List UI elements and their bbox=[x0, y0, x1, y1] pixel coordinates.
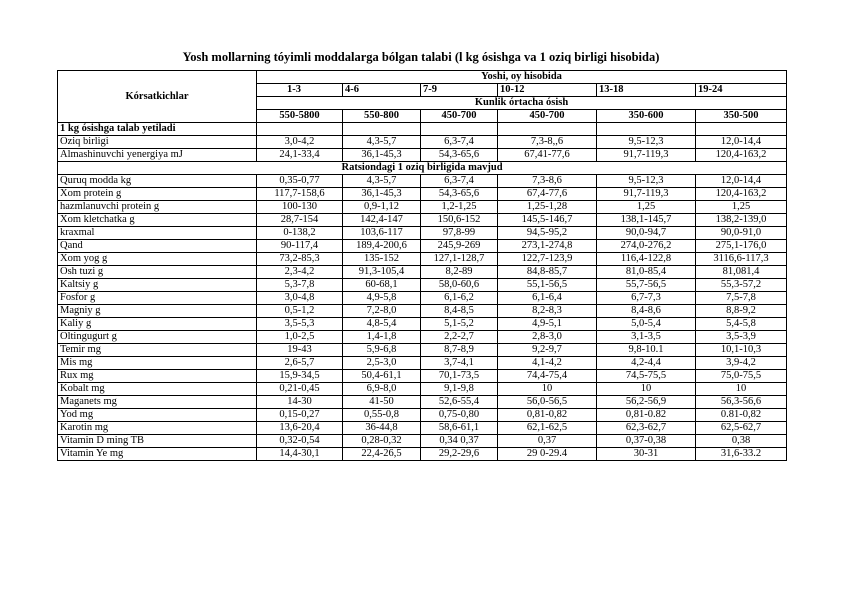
value-cell: 0,38 bbox=[696, 435, 787, 448]
value-cell: 0.81-0,82 bbox=[696, 409, 787, 422]
value-cell: 5,9-6,8 bbox=[343, 344, 421, 357]
value-cell: 189,4-200,6 bbox=[343, 240, 421, 253]
age-cell: 4-6 bbox=[343, 84, 421, 97]
value-cell: 4,3-5,7 bbox=[343, 175, 421, 188]
section1-title: 1 kg ósishga talab yetiladi bbox=[58, 123, 257, 136]
table-row bbox=[58, 331, 787, 344]
nutrient-requirements-table bbox=[57, 70, 787, 461]
value-cell: 10 bbox=[696, 383, 787, 396]
value-cell: 70,1-73,5 bbox=[421, 370, 498, 383]
table-row bbox=[58, 383, 787, 396]
value-cell: 62,3-62,7 bbox=[597, 422, 696, 435]
value-cell: 12,0-14,4 bbox=[696, 136, 787, 149]
gain-cell: 450-700 bbox=[421, 110, 498, 123]
value-cell: 0,32-0,54 bbox=[257, 435, 343, 448]
row-label: hazmlanuvchi protein g bbox=[58, 201, 257, 214]
value-cell: 2,2-2,7 bbox=[421, 331, 498, 344]
value-cell: 138,2-139,0 bbox=[696, 214, 787, 227]
value-cell: 142,4-147 bbox=[343, 214, 421, 227]
page-title: Yosh mollarning tóyimli moddalarga bólgan talabi (l kg ósishga va 1 oziq birligi hisobida) bbox=[182, 50, 660, 64]
row-label: Oltingugurt g bbox=[58, 331, 257, 344]
row-label: kraxmal bbox=[58, 227, 257, 240]
value-cell: 0,28-0,32 bbox=[343, 435, 421, 448]
section2-title: Ratsiondagi 1 oziq birligida mavjud bbox=[58, 162, 787, 175]
value-cell: 7,3-8,,6 bbox=[498, 136, 597, 149]
value-cell: 6,1-6,4 bbox=[498, 292, 597, 305]
value-cell: 36-44,8 bbox=[343, 422, 421, 435]
header-row-age bbox=[58, 71, 787, 84]
value-cell: 0,21-0,45 bbox=[257, 383, 343, 396]
value-cell: 15,9-34,5 bbox=[257, 370, 343, 383]
value-cell: 275,1-176,0 bbox=[696, 240, 787, 253]
value-cell: 0,15-0,27 bbox=[257, 409, 343, 422]
value-cell: 9,5-12,3 bbox=[597, 136, 696, 149]
value-cell: 4,8-5,4 bbox=[343, 318, 421, 331]
value-cell: 29,2-29,6 bbox=[421, 448, 498, 461]
value-cell: 138,1-145,7 bbox=[597, 214, 696, 227]
value-cell: 91,7-119,3 bbox=[597, 188, 696, 201]
value-cell: 117,7-158,6 bbox=[257, 188, 343, 201]
row-label: Vitamin D ming TB bbox=[58, 435, 257, 448]
value-cell: 8,4-8,5 bbox=[421, 305, 498, 318]
value-cell: 1,25 bbox=[597, 201, 696, 214]
table-row bbox=[58, 279, 787, 292]
value-cell: 60-68,1 bbox=[343, 279, 421, 292]
value-cell: 2,5-3,0 bbox=[343, 357, 421, 370]
value-cell: 56,2-56,9 bbox=[597, 396, 696, 409]
value-cell: 3,0-4,2 bbox=[257, 136, 343, 149]
value-cell: 2,3-4,2 bbox=[257, 266, 343, 279]
value-cell: 36,1-45,3 bbox=[343, 188, 421, 201]
table-row bbox=[58, 448, 787, 461]
table-row bbox=[58, 214, 787, 227]
value-cell: 3,0-4,8 bbox=[257, 292, 343, 305]
value-cell: 62,5-62,7 bbox=[696, 422, 787, 435]
value-cell: 9,5-12,3 bbox=[597, 175, 696, 188]
age-group-header: Yoshi, oy hisobida bbox=[257, 71, 787, 84]
value-cell: 116,4-122,8 bbox=[597, 253, 696, 266]
value-cell: 24,1-33,4 bbox=[257, 149, 343, 162]
value-cell: 56,3-56,6 bbox=[696, 396, 787, 409]
value-cell: 1,4-1,8 bbox=[343, 331, 421, 344]
value-cell: 0,37-0,38 bbox=[597, 435, 696, 448]
value-cell: 6,3-7,4 bbox=[421, 136, 498, 149]
table-row bbox=[58, 136, 787, 149]
row-label: Xom kletchatka g bbox=[58, 214, 257, 227]
row-label: Yod mg bbox=[58, 409, 257, 422]
value-cell: 8,2-89 bbox=[421, 266, 498, 279]
row-label: Oziq birligi bbox=[58, 136, 257, 149]
value-cell: 10 bbox=[597, 383, 696, 396]
row-label: Mis mg bbox=[58, 357, 257, 370]
value-cell: 3,9-4,2 bbox=[696, 357, 787, 370]
value-cell: 2,8-3,0 bbox=[498, 331, 597, 344]
value-cell: 6,9-8,0 bbox=[343, 383, 421, 396]
table-row bbox=[58, 227, 787, 240]
value-cell: 0,37 bbox=[498, 435, 597, 448]
value-cell: 74,5-75,5 bbox=[597, 370, 696, 383]
value-cell: 58,0-60,6 bbox=[421, 279, 498, 292]
table-row bbox=[58, 266, 787, 279]
value-cell: 73,2-85,3 bbox=[257, 253, 343, 266]
value-cell: 3,5-3,9 bbox=[696, 331, 787, 344]
daily-gain-header: Kunlik órtacha ósish bbox=[257, 97, 787, 110]
value-cell: 74,4-75,4 bbox=[498, 370, 597, 383]
value-cell: 0-138,2 bbox=[257, 227, 343, 240]
value-cell: 90-117,4 bbox=[257, 240, 343, 253]
value-cell: 14-30 bbox=[257, 396, 343, 409]
value-cell: 9,1-9,8 bbox=[421, 383, 498, 396]
row-label: Vitamin Ye mg bbox=[58, 448, 257, 461]
row-label: Kaltsiy g bbox=[58, 279, 257, 292]
value-cell: 5,1-5,2 bbox=[421, 318, 498, 331]
row-label: Almashinuvchi yenergiya mJ bbox=[58, 149, 257, 162]
value-cell: 7,5-7,8 bbox=[696, 292, 787, 305]
value-cell: 10,1-10,3 bbox=[696, 344, 787, 357]
age-cell: 10-12 bbox=[498, 84, 597, 97]
value-cell: 54,3-65,6 bbox=[421, 188, 498, 201]
value-cell: 54,3-65,6 bbox=[421, 149, 498, 162]
value-cell: 127,1-128,7 bbox=[421, 253, 498, 266]
value-cell: 2,6-5,7 bbox=[257, 357, 343, 370]
table-row bbox=[58, 305, 787, 318]
value-cell: 41-50 bbox=[343, 396, 421, 409]
value-cell: 30-31 bbox=[597, 448, 696, 461]
value-cell: 0,81-0.82 bbox=[597, 409, 696, 422]
row-label: Maganets mg bbox=[58, 396, 257, 409]
value-cell: 81,081,4 bbox=[696, 266, 787, 279]
value-cell: 274,0-276,2 bbox=[597, 240, 696, 253]
value-cell: 4,9-5,1 bbox=[498, 318, 597, 331]
row-label: Qand bbox=[58, 240, 257, 253]
gain-cell: 450-700 bbox=[498, 110, 597, 123]
value-cell: 3,7-4,1 bbox=[421, 357, 498, 370]
value-cell: 28,7-154 bbox=[257, 214, 343, 227]
value-cell: 6,7-7,3 bbox=[597, 292, 696, 305]
value-cell: 75,0-75,5 bbox=[696, 370, 787, 383]
value-cell: 55,3-57,2 bbox=[696, 279, 787, 292]
table-row bbox=[58, 357, 787, 370]
value-cell: 135-152 bbox=[343, 253, 421, 266]
indicator-header: Kórsatkichlar bbox=[58, 71, 257, 123]
value-cell: 7,2-8,0 bbox=[343, 305, 421, 318]
table-row bbox=[58, 253, 787, 266]
row-label: Temir mg bbox=[58, 344, 257, 357]
value-cell: 31,6-33.2 bbox=[696, 448, 787, 461]
table-row bbox=[58, 318, 787, 331]
value-cell: 22,4-26,5 bbox=[343, 448, 421, 461]
row-label: Osh tuzi g bbox=[58, 266, 257, 279]
value-cell: 55,1-56,5 bbox=[498, 279, 597, 292]
value-cell: 52,6-55,4 bbox=[421, 396, 498, 409]
value-cell: 4,1-4,2 bbox=[498, 357, 597, 370]
table-row bbox=[58, 396, 787, 409]
age-cell: 7-9 bbox=[421, 84, 498, 97]
age-cell: 13-18 bbox=[597, 84, 696, 97]
value-cell: 9,2-9,7 bbox=[498, 344, 597, 357]
value-cell: 3116,6-117,3 bbox=[696, 253, 787, 266]
value-cell: 100-130 bbox=[257, 201, 343, 214]
value-cell: 14,4-30,1 bbox=[257, 448, 343, 461]
value-cell: 3,1-3,5 bbox=[597, 331, 696, 344]
value-cell: 4,9-5,8 bbox=[343, 292, 421, 305]
value-cell: 55,7-56,5 bbox=[597, 279, 696, 292]
table-row bbox=[58, 344, 787, 357]
value-cell: 0,35-0,77 bbox=[257, 175, 343, 188]
value-cell: 19-43 bbox=[257, 344, 343, 357]
table-row bbox=[58, 188, 787, 201]
value-cell: 12,0-14,4 bbox=[696, 175, 787, 188]
value-cell: 8,2-8,3 bbox=[498, 305, 597, 318]
value-cell: 1,0-2,5 bbox=[257, 331, 343, 344]
section1-title-row bbox=[58, 123, 787, 136]
value-cell: 36,1-45,3 bbox=[343, 149, 421, 162]
value-cell: 4,3-5,7 bbox=[343, 136, 421, 149]
row-label: Fosfor g bbox=[58, 292, 257, 305]
section2-title-row bbox=[58, 162, 787, 175]
value-cell: 5,4-5,8 bbox=[696, 318, 787, 331]
value-cell: 7,3-8,6 bbox=[498, 175, 597, 188]
value-cell: 13,6-20,4 bbox=[257, 422, 343, 435]
value-cell: 1,2-1,25 bbox=[421, 201, 498, 214]
table-row bbox=[58, 149, 787, 162]
value-cell: 94,5-95,2 bbox=[498, 227, 597, 240]
value-cell: 0,81-0,82 bbox=[498, 409, 597, 422]
table-row bbox=[58, 201, 787, 214]
row-label: Kaliy g bbox=[58, 318, 257, 331]
value-cell: 0,9-1,12 bbox=[343, 201, 421, 214]
value-cell: 81,0-85,4 bbox=[597, 266, 696, 279]
row-label: Quruq modda kg bbox=[58, 175, 257, 188]
row-label: Karotin mg bbox=[58, 422, 257, 435]
gain-cell: 550-5800 bbox=[257, 110, 343, 123]
value-cell: 58,6-61,1 bbox=[421, 422, 498, 435]
value-cell: 145,5-146,7 bbox=[498, 214, 597, 227]
value-cell: 122,7-123,9 bbox=[498, 253, 597, 266]
value-cell: 56,0-56,5 bbox=[498, 396, 597, 409]
value-cell: 1,25 bbox=[696, 201, 787, 214]
table-row bbox=[58, 409, 787, 422]
value-cell: 6,3-7,4 bbox=[421, 175, 498, 188]
value-cell: 84,8-85,7 bbox=[498, 266, 597, 279]
value-cell: 91,7-119,3 bbox=[597, 149, 696, 162]
value-cell: 0,75-0,80 bbox=[421, 409, 498, 422]
table-row bbox=[58, 370, 787, 383]
value-cell: 6,1-6,2 bbox=[421, 292, 498, 305]
value-cell: 97,8-99 bbox=[421, 227, 498, 240]
value-cell: 90,0-91,0 bbox=[696, 227, 787, 240]
value-cell: 0,34 0,37 bbox=[421, 435, 498, 448]
value-cell: 5,0-5,4 bbox=[597, 318, 696, 331]
value-cell: 50,4-61,1 bbox=[343, 370, 421, 383]
value-cell: 3,5-5,3 bbox=[257, 318, 343, 331]
gain-cell: 350-500 bbox=[696, 110, 787, 123]
value-cell: 4,2-4,4 bbox=[597, 357, 696, 370]
row-label: Xom yog g bbox=[58, 253, 257, 266]
value-cell: 67,4-77,6 bbox=[498, 188, 597, 201]
value-cell: 1,25-1,28 bbox=[498, 201, 597, 214]
table-row bbox=[58, 175, 787, 188]
value-cell: 91,3-105,4 bbox=[343, 266, 421, 279]
table-row bbox=[58, 292, 787, 305]
age-cell: 19-24 bbox=[696, 84, 787, 97]
row-label: Xom protein g bbox=[58, 188, 257, 201]
gain-cell: 350-600 bbox=[597, 110, 696, 123]
value-cell: 120,4-163,2 bbox=[696, 149, 787, 162]
value-cell: 90,0-94,7 bbox=[597, 227, 696, 240]
value-cell: 29 0-29.4 bbox=[498, 448, 597, 461]
gain-cell: 550-800 bbox=[343, 110, 421, 123]
value-cell: 8,4-8,6 bbox=[597, 305, 696, 318]
value-cell: 0,5-1,2 bbox=[257, 305, 343, 318]
value-cell: 273,1-274,8 bbox=[498, 240, 597, 253]
value-cell: 245,9-269 bbox=[421, 240, 498, 253]
value-cell: 8,8-9,2 bbox=[696, 305, 787, 318]
value-cell: 0,55-0,8 bbox=[343, 409, 421, 422]
value-cell: 5,3-7,8 bbox=[257, 279, 343, 292]
value-cell: 9,8-10.1 bbox=[597, 344, 696, 357]
value-cell: 8,7-8,9 bbox=[421, 344, 498, 357]
table-row bbox=[58, 435, 787, 448]
value-cell: 67,41-77,6 bbox=[498, 149, 597, 162]
value-cell: 62,1-62,5 bbox=[498, 422, 597, 435]
value-cell: 150,6-152 bbox=[421, 214, 498, 227]
value-cell: 120,4-163,2 bbox=[696, 188, 787, 201]
table-row bbox=[58, 422, 787, 435]
value-cell: 10 bbox=[498, 383, 597, 396]
row-label: Magniy g bbox=[58, 305, 257, 318]
age-cell: 1-3 bbox=[257, 84, 343, 97]
row-label: Kobalt mg bbox=[58, 383, 257, 396]
value-cell: 103,6-117 bbox=[343, 227, 421, 240]
table-row bbox=[58, 240, 787, 253]
row-label: Rux mg bbox=[58, 370, 257, 383]
